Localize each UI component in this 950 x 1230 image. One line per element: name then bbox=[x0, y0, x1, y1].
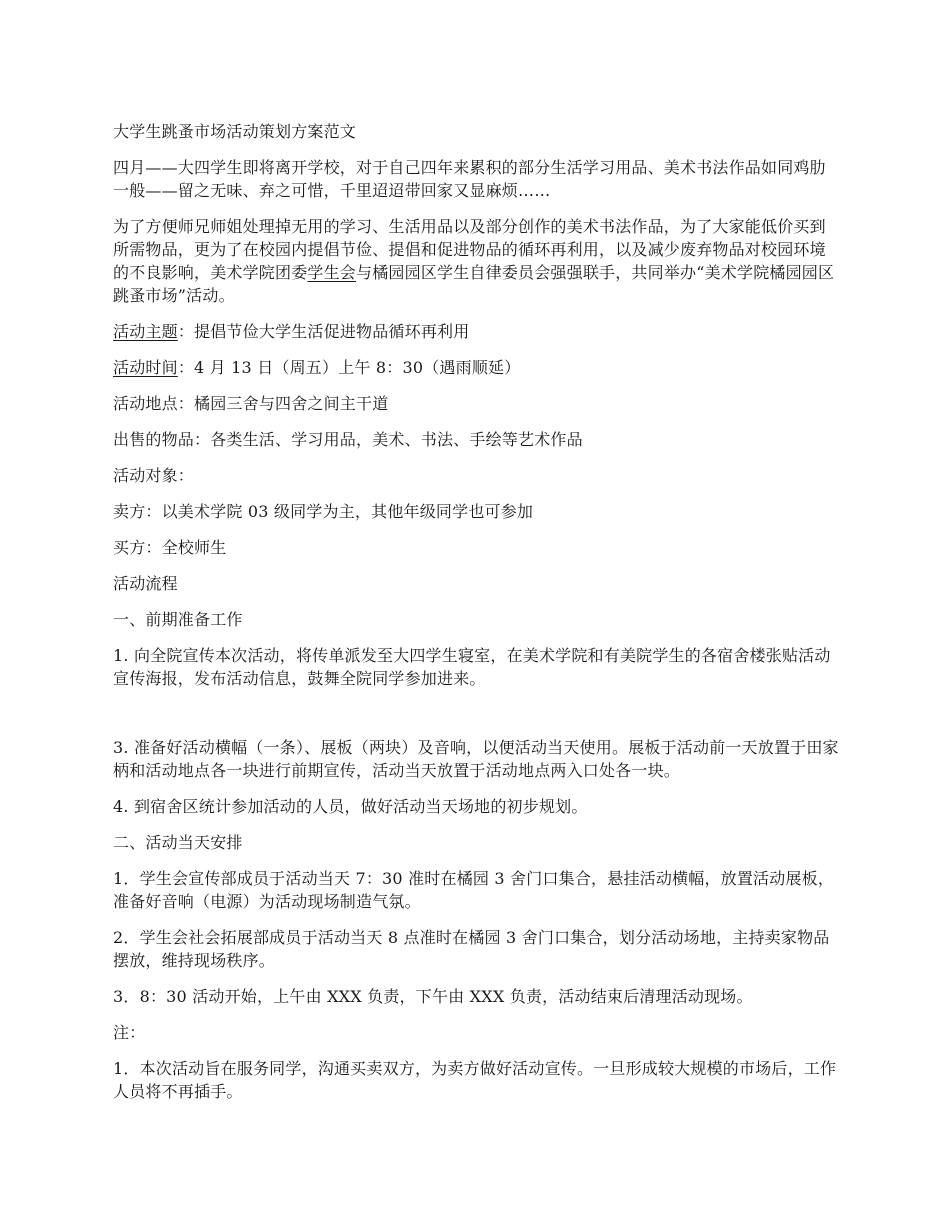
place-line: 活动地点：橘园三舍与四舍之间主干道 bbox=[113, 394, 389, 413]
intro-paragraph: 四月——大四学生即将离开学校，对于自己四年来累积的部分生活学习用品、美术书法作品如同鸡肋一般——留之无味、弃之可惜，千里迢迢带回家又显麻烦…… bbox=[113, 158, 826, 200]
buyers-line: 买方：全校师生 bbox=[113, 538, 227, 557]
time-label[interactable]: 活动时间 bbox=[113, 358, 178, 377]
section2-item-2: 2．学生会社会拓展部成员于活动当天 8 点准时在橘园 3 舍门口集合，划分活动场地，主持卖家物品摆放，维持现场秩序。 bbox=[113, 928, 830, 970]
purpose-paragraph bbox=[113, 215, 840, 307]
section1-heading: 一、前期准备工作 bbox=[113, 610, 243, 629]
document-title: 大学生跳蚤市场活动策划方案范文 bbox=[113, 122, 357, 141]
document-body bbox=[113, 120, 840, 1116]
note-heading: 注： bbox=[113, 1023, 146, 1042]
purpose-text-after: 与橘园园区学生自律委员会强强联手，共同举办“美术学院橘园园区跳蚤市场”活动。 bbox=[113, 263, 835, 305]
note-item-1: 1．本次活动旨在服务同学，沟通买卖双方，为卖方做好活动宣传。一旦形成较大规模的市场后，工作人员将不再插手。 bbox=[113, 1059, 837, 1101]
section2-item-3: 3．8：30 活动开始，上午由 XXX 负责，下午由 XXX 负责，活动结束后清理活动现场。 bbox=[113, 987, 753, 1006]
theme-line bbox=[113, 320, 840, 343]
theme-label[interactable]: 活动主题 bbox=[113, 322, 178, 341]
process-heading: 活动流程 bbox=[113, 574, 178, 593]
time-line bbox=[113, 356, 840, 379]
blank-gap bbox=[113, 703, 840, 736]
section1-item-1: 1. 向全院宣传本次活动，将传单派发至大四学生寝室，在美术学院和有美院学生的各宿舍楼张贴活动宣传海报，发布活动信息，鼓舞全院同学参加进来。 bbox=[113, 646, 831, 688]
section2-heading: 二、活动当天安排 bbox=[113, 833, 243, 852]
section1-item-4: 4. 到宿舍区统计参加活动的人员，做好活动当天场地的初步规划。 bbox=[113, 797, 588, 816]
items-line: 出售的物品：各类生活、学习用品，美术、书法、手绘等艺术作品 bbox=[113, 430, 583, 449]
sellers-line: 卖方：以美术学院 03 级同学为主，其他年级同学也可参加 bbox=[113, 502, 534, 521]
section2-item-1: 1．学生会宣传部成员于活动当天 7：30 准时在橘园 3 舍门口集合，悬挂活动横幅，放置活动展板，准备好音响（电源）为活动现场制造气氛。 bbox=[113, 869, 835, 911]
theme-text: ：提倡节俭大学生活促进物品循环再利用 bbox=[177, 322, 470, 341]
student-union-link[interactable]: 学生会 bbox=[307, 263, 357, 282]
section1-item-3: 3. 准备好活动横幅（一条）、展板（两块）及音响，以便活动当天使用。展板于活动前一天放置于田家柄和活动地点各一块进行前期宣传，活动当天放置于活动地点两入口处各一块。 bbox=[113, 738, 839, 780]
purpose-text-before: 为了方便师兄师姐处理掉无用的学习、生活用品以及部分创作的美术书法作品，为了大家能低价买到所需物品，更为了在校园内提倡节俭、提倡和促进物品的循环再利用，以及减少废弃物品对校园环境的不良影响，美术学院团委 bbox=[113, 217, 826, 282]
time-text: ：4 月 13 日（周五）上午 8：30（遇雨顺延） bbox=[177, 358, 521, 377]
target-line: 活动对象： bbox=[113, 466, 195, 485]
